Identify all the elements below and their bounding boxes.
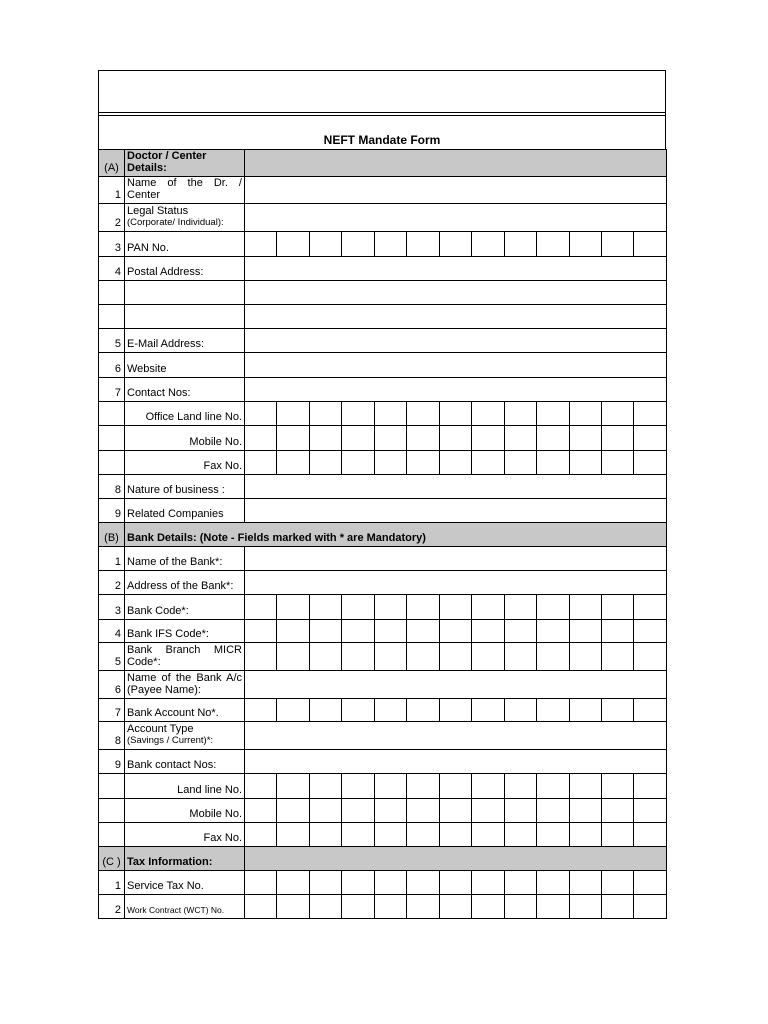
row-number: 2 <box>99 571 125 595</box>
char-box[interactable] <box>439 426 471 451</box>
char-box[interactable] <box>309 799 341 823</box>
char-box[interactable] <box>634 799 667 823</box>
row-number <box>99 281 125 305</box>
char-box[interactable] <box>634 643 667 671</box>
char-box[interactable] <box>504 895 536 919</box>
field-label: Mobile No. <box>125 799 245 823</box>
field-label: Bank IFS Code*: <box>125 620 245 643</box>
char-box[interactable] <box>407 774 439 799</box>
field-label: Related Companies <box>125 499 245 523</box>
section-heading: Tax Information: <box>125 847 245 871</box>
text-field[interactable] <box>245 722 667 750</box>
char-box[interactable] <box>407 799 439 823</box>
char-box[interactable] <box>374 402 406 426</box>
char-box[interactable] <box>439 774 471 799</box>
char-box[interactable] <box>634 871 667 895</box>
char-box[interactable] <box>374 426 406 451</box>
form-row <box>99 547 667 571</box>
char-box[interactable] <box>407 823 439 847</box>
char-box[interactable] <box>342 232 374 257</box>
char-box[interactable] <box>439 699 471 722</box>
char-box[interactable] <box>634 232 667 257</box>
char-box[interactable] <box>601 451 633 475</box>
char-box[interactable] <box>504 426 536 451</box>
char-box[interactable] <box>342 823 374 847</box>
char-box[interactable] <box>277 426 309 451</box>
field-label: PAN No. <box>125 232 245 257</box>
char-box[interactable] <box>601 232 633 257</box>
char-box[interactable] <box>309 699 341 722</box>
char-box[interactable] <box>309 402 341 426</box>
form-row <box>99 204 667 232</box>
char-box[interactable] <box>634 402 667 426</box>
char-box[interactable] <box>342 426 374 451</box>
char-box[interactable] <box>569 451 601 475</box>
char-box[interactable] <box>439 871 471 895</box>
char-box[interactable] <box>537 643 569 671</box>
row-number <box>99 774 125 799</box>
char-box[interactable] <box>374 823 406 847</box>
char-box[interactable] <box>374 451 406 475</box>
row-number: 2 <box>99 204 125 232</box>
char-box[interactable] <box>472 799 504 823</box>
char-box[interactable] <box>439 895 471 919</box>
field-label: Nature of business : <box>125 475 245 499</box>
char-box[interactable] <box>277 699 309 722</box>
char-box[interactable] <box>504 595 536 620</box>
field-label: Postal Address: <box>125 257 245 281</box>
char-box[interactable] <box>309 643 341 671</box>
char-box[interactable] <box>569 774 601 799</box>
char-box[interactable] <box>537 232 569 257</box>
field-label: Bank Branch MICR Code*: <box>125 643 245 671</box>
field-label-main: Account Type <box>127 723 194 735</box>
char-box[interactable] <box>601 823 633 847</box>
row-number: 9 <box>99 499 125 523</box>
field-label: Name of the Bank A/c (Payee Name): <box>125 671 245 699</box>
row-number <box>99 402 125 426</box>
char-box[interactable] <box>342 402 374 426</box>
char-box[interactable] <box>634 451 667 475</box>
row-number <box>99 305 125 329</box>
char-box[interactable] <box>342 895 374 919</box>
field-label: Fax No. <box>125 823 245 847</box>
text-field[interactable] <box>245 378 667 402</box>
form-row <box>99 426 667 451</box>
char-box[interactable] <box>601 426 633 451</box>
char-box[interactable] <box>374 895 406 919</box>
char-box[interactable] <box>309 232 341 257</box>
section-code: (A) <box>99 150 125 177</box>
char-box[interactable] <box>245 643 277 671</box>
section-header <box>99 150 667 177</box>
char-box[interactable] <box>407 426 439 451</box>
char-box[interactable] <box>245 871 277 895</box>
text-field[interactable] <box>245 305 667 329</box>
form-row <box>99 671 667 699</box>
char-box[interactable] <box>342 774 374 799</box>
section-code: (C ) <box>99 847 125 871</box>
char-box[interactable] <box>472 620 504 643</box>
text-field[interactable] <box>245 329 667 353</box>
char-box[interactable] <box>504 823 536 847</box>
char-box[interactable] <box>245 620 277 643</box>
char-box[interactable] <box>634 823 667 847</box>
form-row <box>99 475 667 499</box>
char-box[interactable] <box>504 799 536 823</box>
form-row <box>99 305 667 329</box>
section-heading-fill <box>245 847 667 871</box>
char-box[interactable] <box>439 799 471 823</box>
text-field[interactable] <box>245 177 667 204</box>
row-number: 1 <box>99 547 125 571</box>
char-box[interactable] <box>277 595 309 620</box>
char-box[interactable] <box>537 595 569 620</box>
row-number: 7 <box>99 378 125 402</box>
text-field[interactable] <box>245 281 667 305</box>
neft-mandate-form <box>98 70 666 919</box>
char-box[interactable] <box>342 643 374 671</box>
char-box[interactable] <box>407 620 439 643</box>
char-box[interactable] <box>277 823 309 847</box>
char-box[interactable] <box>569 595 601 620</box>
char-box[interactable] <box>601 620 633 643</box>
char-box[interactable] <box>569 643 601 671</box>
form-row <box>99 281 667 305</box>
row-number: 1 <box>99 177 125 204</box>
char-box[interactable] <box>601 871 633 895</box>
field-label: Contact Nos: <box>125 378 245 402</box>
field-label <box>125 281 245 305</box>
char-box[interactable] <box>277 451 309 475</box>
row-number: 5 <box>99 643 125 671</box>
row-number: 4 <box>99 620 125 643</box>
char-box[interactable] <box>504 871 536 895</box>
char-box[interactable] <box>472 426 504 451</box>
form-row <box>99 799 667 823</box>
form-table <box>98 149 667 919</box>
char-box[interactable] <box>504 451 536 475</box>
char-box[interactable] <box>374 620 406 643</box>
char-box[interactable] <box>374 643 406 671</box>
char-box[interactable] <box>342 799 374 823</box>
section-code: (B) <box>99 523 125 547</box>
char-box[interactable] <box>537 774 569 799</box>
char-box[interactable] <box>374 799 406 823</box>
text-field[interactable] <box>245 353 667 378</box>
char-box[interactable] <box>439 402 471 426</box>
char-box[interactable] <box>407 871 439 895</box>
form-row <box>99 895 667 919</box>
char-box[interactable] <box>407 895 439 919</box>
char-box[interactable] <box>374 774 406 799</box>
char-box[interactable] <box>342 451 374 475</box>
text-field[interactable] <box>245 204 667 232</box>
form-row <box>99 571 667 595</box>
char-box[interactable] <box>537 620 569 643</box>
row-number: 6 <box>99 353 125 378</box>
form-row <box>99 699 667 722</box>
row-number: 3 <box>99 232 125 257</box>
char-box[interactable] <box>407 643 439 671</box>
char-box[interactable] <box>277 232 309 257</box>
row-number: 9 <box>99 750 125 774</box>
char-box[interactable] <box>374 699 406 722</box>
char-box[interactable] <box>537 871 569 895</box>
char-box[interactable] <box>504 643 536 671</box>
char-box[interactable] <box>569 232 601 257</box>
char-box[interactable] <box>601 595 633 620</box>
char-box[interactable] <box>601 895 633 919</box>
text-field[interactable] <box>245 671 667 699</box>
char-box[interactable] <box>634 426 667 451</box>
char-box[interactable] <box>472 699 504 722</box>
field-label: Land line No. <box>125 774 245 799</box>
char-box[interactable] <box>374 871 406 895</box>
field-label: Office Land line No. <box>125 402 245 426</box>
char-box[interactable] <box>472 774 504 799</box>
row-number: 5 <box>99 329 125 353</box>
char-box[interactable] <box>309 451 341 475</box>
char-box[interactable] <box>245 774 277 799</box>
char-box[interactable] <box>569 402 601 426</box>
char-box[interactable] <box>537 402 569 426</box>
section-header <box>99 847 667 871</box>
field-label: Work Contract (WCT) No. <box>125 895 245 919</box>
row-number <box>99 823 125 847</box>
section-heading: Doctor / Center Details: <box>125 150 245 177</box>
char-box[interactable] <box>309 426 341 451</box>
char-box[interactable] <box>504 699 536 722</box>
row-number: 8 <box>99 475 125 499</box>
field-label: Mobile No. <box>125 426 245 451</box>
field-label: Bank contact Nos: <box>125 750 245 774</box>
char-box[interactable] <box>245 402 277 426</box>
char-box[interactable] <box>245 232 277 257</box>
char-box[interactable] <box>601 799 633 823</box>
form-row <box>99 451 667 475</box>
char-box[interactable] <box>569 699 601 722</box>
char-box[interactable] <box>407 402 439 426</box>
char-box[interactable] <box>601 774 633 799</box>
char-box[interactable] <box>439 643 471 671</box>
form-row <box>99 774 667 799</box>
char-box[interactable] <box>537 799 569 823</box>
row-number <box>99 799 125 823</box>
row-number: 6 <box>99 671 125 699</box>
form-row <box>99 823 667 847</box>
form-row <box>99 499 667 523</box>
char-box[interactable] <box>407 232 439 257</box>
char-box[interactable] <box>472 823 504 847</box>
field-label-main: Legal Status <box>127 205 189 217</box>
text-field[interactable] <box>245 257 667 281</box>
char-box[interactable] <box>277 402 309 426</box>
field-label: Fax No. <box>125 451 245 475</box>
char-box[interactable] <box>537 823 569 847</box>
char-box[interactable] <box>342 871 374 895</box>
form-row <box>99 177 667 204</box>
char-box[interactable] <box>537 451 569 475</box>
form-row <box>99 722 667 750</box>
field-label <box>125 305 245 329</box>
char-box[interactable] <box>472 402 504 426</box>
form-row <box>99 353 667 378</box>
field-label: Bank Code*: <box>125 595 245 620</box>
field-label-sub: (Savings / Current)*: <box>127 735 214 746</box>
char-box[interactable] <box>277 643 309 671</box>
form-row <box>99 595 667 620</box>
char-box[interactable] <box>569 799 601 823</box>
char-box[interactable] <box>472 232 504 257</box>
char-box[interactable] <box>472 451 504 475</box>
char-box[interactable] <box>309 595 341 620</box>
field-label: Service Tax No. <box>125 871 245 895</box>
char-box[interactable] <box>472 895 504 919</box>
field-label: Bank Account No*. <box>125 699 245 722</box>
form-row <box>99 643 667 671</box>
row-number: 3 <box>99 595 125 620</box>
text-field[interactable] <box>245 547 667 571</box>
char-box[interactable] <box>537 699 569 722</box>
char-box[interactable] <box>537 895 569 919</box>
char-box[interactable] <box>569 823 601 847</box>
char-box[interactable] <box>439 595 471 620</box>
char-box[interactable] <box>245 823 277 847</box>
char-box[interactable] <box>601 402 633 426</box>
char-box[interactable] <box>634 595 667 620</box>
row-number: 4 <box>99 257 125 281</box>
char-box[interactable] <box>342 620 374 643</box>
char-box[interactable] <box>374 232 406 257</box>
char-box[interactable] <box>472 871 504 895</box>
char-box[interactable] <box>277 871 309 895</box>
form-title: NEFT Mandate Form <box>98 115 666 149</box>
char-box[interactable] <box>569 895 601 919</box>
char-box[interactable] <box>439 620 471 643</box>
char-box[interactable] <box>245 895 277 919</box>
field-label: E-Mail Address: <box>125 329 245 353</box>
char-box[interactable] <box>342 595 374 620</box>
char-box[interactable] <box>277 799 309 823</box>
char-box[interactable] <box>504 402 536 426</box>
row-number: 8 <box>99 722 125 750</box>
field-label: Name of the Bank*: <box>125 547 245 571</box>
char-box[interactable] <box>634 895 667 919</box>
form-row <box>99 257 667 281</box>
field-label-sub: (Corporate/ Individual): <box>127 217 224 228</box>
char-box[interactable] <box>309 871 341 895</box>
char-box[interactable] <box>569 426 601 451</box>
form-row <box>99 402 667 426</box>
text-field[interactable] <box>245 750 667 774</box>
char-box[interactable] <box>245 426 277 451</box>
header-blank-area <box>98 70 666 112</box>
form-row <box>99 329 667 353</box>
char-box[interactable] <box>277 774 309 799</box>
section-heading: Bank Details: (Note - Fields marked with * are Mandatory) <box>125 523 667 547</box>
char-box[interactable] <box>309 774 341 799</box>
section-header <box>99 523 667 547</box>
char-box[interactable] <box>245 799 277 823</box>
char-box[interactable] <box>472 643 504 671</box>
char-box[interactable] <box>309 895 341 919</box>
char-box[interactable] <box>569 620 601 643</box>
field-label <box>125 722 245 750</box>
form-row <box>99 750 667 774</box>
char-box[interactable] <box>309 620 341 643</box>
char-box[interactable] <box>634 699 667 722</box>
char-box[interactable] <box>634 620 667 643</box>
char-box[interactable] <box>245 451 277 475</box>
char-box[interactable] <box>569 871 601 895</box>
char-box[interactable] <box>472 595 504 620</box>
char-box[interactable] <box>407 451 439 475</box>
form-row <box>99 620 667 643</box>
row-number <box>99 426 125 451</box>
char-box[interactable] <box>504 774 536 799</box>
field-label: Website <box>125 353 245 378</box>
char-box[interactable] <box>245 595 277 620</box>
char-box[interactable] <box>277 895 309 919</box>
char-box[interactable] <box>439 232 471 257</box>
char-box[interactable] <box>439 823 471 847</box>
char-box[interactable] <box>407 699 439 722</box>
char-box[interactable] <box>601 643 633 671</box>
form-row <box>99 378 667 402</box>
text-field[interactable] <box>245 499 667 523</box>
form-row <box>99 871 667 895</box>
char-box[interactable] <box>342 699 374 722</box>
char-box[interactable] <box>407 595 439 620</box>
char-box[interactable] <box>277 620 309 643</box>
char-box[interactable] <box>537 426 569 451</box>
char-box[interactable] <box>439 451 471 475</box>
field-label: Address of the Bank*: <box>125 571 245 595</box>
char-box[interactable] <box>504 232 536 257</box>
field-label: Name of the Dr. / Center <box>125 177 245 204</box>
char-box[interactable] <box>601 699 633 722</box>
char-box[interactable] <box>245 699 277 722</box>
text-field[interactable] <box>245 475 667 499</box>
char-box[interactable] <box>634 774 667 799</box>
section-heading-fill <box>245 150 667 177</box>
field-label <box>125 204 245 232</box>
row-number: 2 <box>99 895 125 919</box>
char-box[interactable] <box>374 595 406 620</box>
row-number <box>99 451 125 475</box>
row-number: 1 <box>99 871 125 895</box>
form-row <box>99 232 667 257</box>
char-box[interactable] <box>504 620 536 643</box>
row-number: 7 <box>99 699 125 722</box>
text-field[interactable] <box>245 571 667 595</box>
char-box[interactable] <box>309 823 341 847</box>
